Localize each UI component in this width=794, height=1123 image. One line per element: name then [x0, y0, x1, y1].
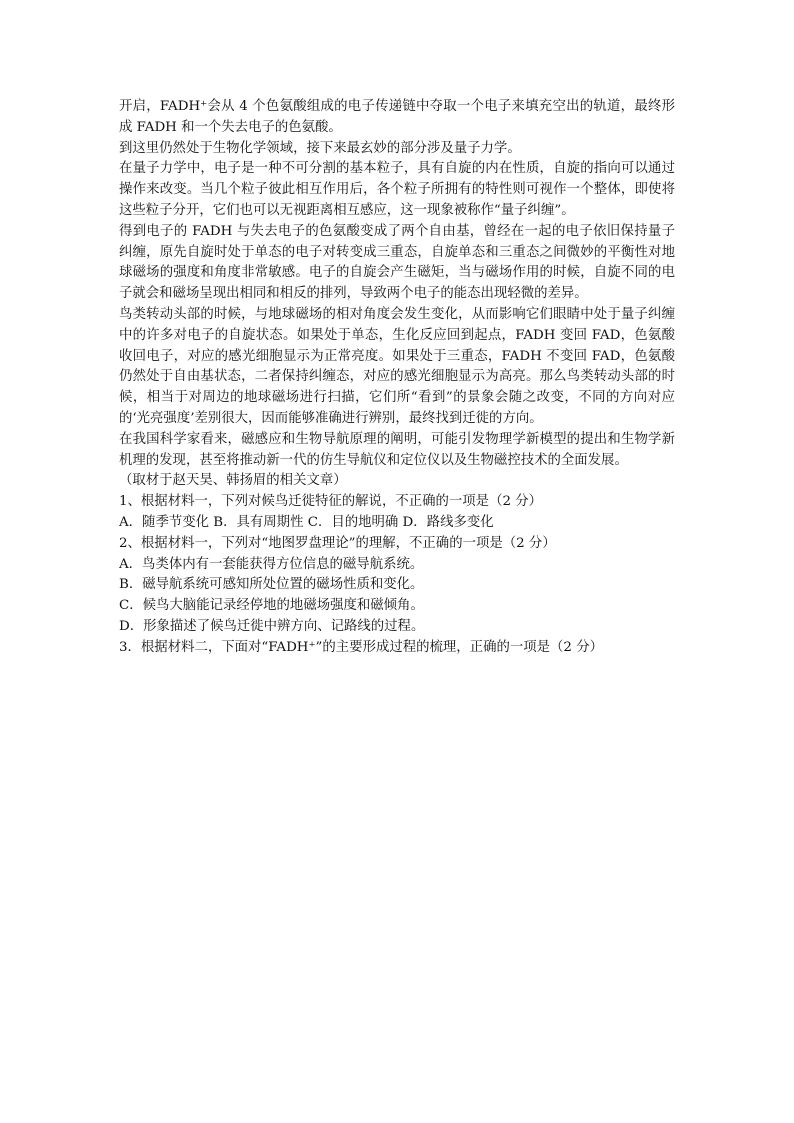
question-2-option-a: A．鸟类体内有一套能获得方位信息的磁导航系统。 [119, 556, 424, 572]
paragraph-scientist-view: 在我国科学家看来，磁感应和生物导航原理的阐明，可能引发物理学新模型的提出和生物学新机理的发现，甚至将推动新一代的仿生导航仪和定位仪以及生物磁控技术的全面发展。 [119, 431, 675, 468]
question-2-option-c: C．候鸟大脑能记录经停地的地磁场强度和磁倾角。 [119, 598, 424, 614]
document-page [119, 97, 675, 659]
question-2-stem: 2、根据材料一，下列对“地图罗盘理论”的理解，不正确的一项是（2 分） [119, 535, 556, 551]
question-1-options: A．随季节变化 B．具有周期性 C．目的地明确 D．路线多变化 [119, 514, 494, 530]
question-2-option-b: B．磁导航系统可感知所处位置的磁场性质和变化。 [119, 577, 424, 593]
paragraph-bird-head-rotation: 鸟类转动头部的时候，与地球磁场的相对角度会发生变化，从而影响它们眼睛中处于量子纠缠中的许多对电子的自旋状态。如果处于单态，生化反应回到起点，FADH 变回 FAD，色氨酸收回电子，对应的感光细胞显示为正常亮度。如果处于三重态，FADH 不变回 FAD，色氨酸仍然处于自由基状态，二者保持纠缠态，对应的感光细胞显示为高亮。那么鸟类转动头部的时候，相当于对周边的地球磁场进行扫描，它们所“看到”的景象会随之改变，不同的方向对应的‘光亮强度’差别很大，因而能够准确进行辨别，最终找到迁徙的方向。 [119, 306, 675, 426]
source-citation: （取材于赵天昊、韩扬眉的相关文章） [119, 473, 347, 489]
question-3-stem: 3．根据材料二，下面对“FADH⁺”的主要形成过程的梳理，正确的一项是（2 分） [119, 639, 603, 655]
paragraph-quantum-entanglement: 在量子力学中，电子是一种不可分割的基本粒子，具有自旋的内在性质，自旋的指向可以通过操作来改变。当几个粒子彼此相互作用后，各个粒子所拥有的特性则可视作一个整体，即使将这些粒子分开，它们也可以无视距离相互感应，这一现象被称作“量子纠缠”。 [119, 161, 675, 218]
paragraph-radical-pair: 得到电子的 FADH 与失去电子的色氨酸变成了两个自由基，曾经在一起的电子依旧保持量子纠缠，原先自旋时处于单态的电子对转变成三重态，自旋单态和三重态之间微妙的平衡性对地球磁场的强度和角度非常敏感。电子的自旋会产生磁矩，当与磁场作用的时候，自旋不同的电子就会和磁场呈现出相同和相反的排列，导致两个电子的能态出现轻微的差异。 [119, 223, 675, 302]
question-2-option-d: D．形象描述了候鸟迁徙中辨方向、记路线的过程。 [119, 618, 425, 634]
paragraph-quantum-intro: 到这里仍然处于生物化学领域，接下来最玄妙的部分涉及量子力学。 [119, 140, 521, 156]
paragraph-electron-transfer: 开启，FADH⁺会从 4 个色氨酸组成的电子传递链中夺取一个电子来填充空出的轨道，最终形成 FADH 和一个失去电子的色氨酸。 [119, 99, 675, 135]
question-1-stem: 1、根据材料一，下列对候鸟迁徙特征的解说，不正确的一项是（2 分） [119, 494, 543, 510]
